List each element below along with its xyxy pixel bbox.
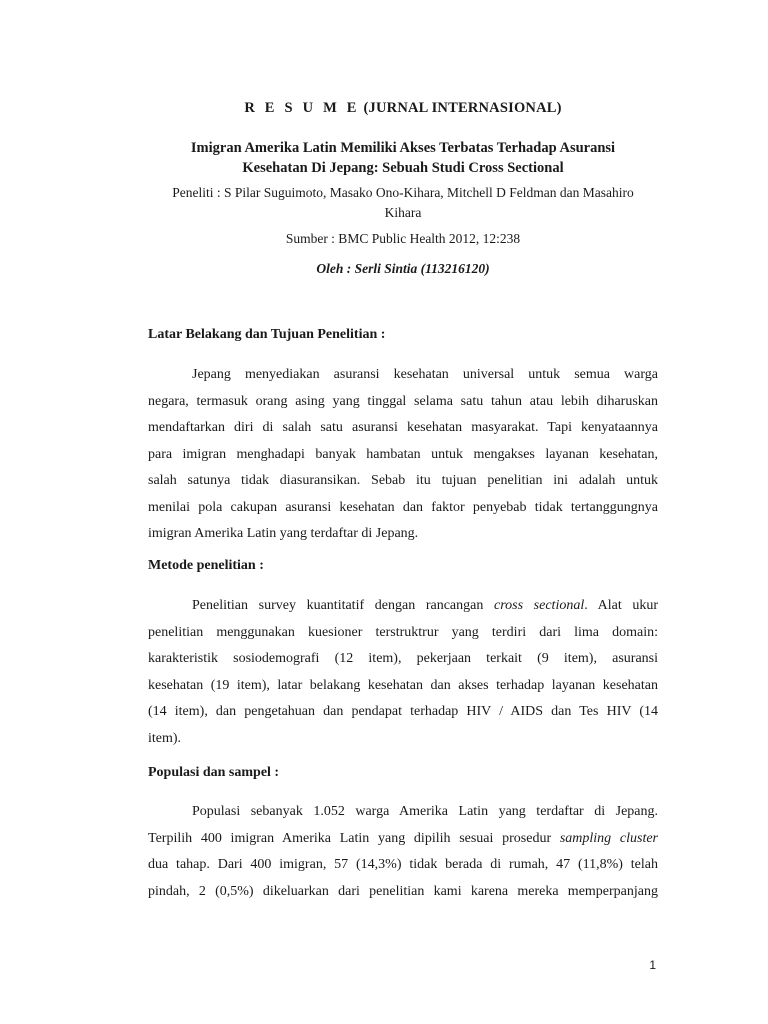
paragraph-line: (14 item), dan pengetahuan dan pendapat terhadap HIV / AIDS dan Tes HIV (14 bbox=[148, 704, 658, 719]
paragraph-line: Populasi sebanyak 1.052 warga Amerika Latin yang terdaftar di Jepang. bbox=[192, 804, 658, 819]
paragraph-line: penelitian menggunakan kuesioner terstruktrur yang terdiri dari lima domain: bbox=[148, 624, 658, 640]
population-italic-term: sampling cluster bbox=[559, 830, 659, 846]
section-heading-background: Latar Belakang dan Tujuan Penelitian : bbox=[148, 327, 386, 342]
section-heading-population: Populasi dan sampel : bbox=[148, 765, 280, 780]
researchers-line: Peneliti : S Pilar Suguimoto, Masako Ono-Kihara, Mitchell D Feldman dan Masahiro bbox=[172, 185, 634, 200]
paragraph-line: menilai pola cakupan asuransi kesehatan dan faktor penyebab tidak tertanggungnya bbox=[148, 499, 658, 515]
paragraph-line: para imigran menghadapi banyak hambatan untuk mengakses layanan kesehatan, bbox=[148, 446, 658, 462]
researchers-line: Kihara bbox=[384, 205, 422, 220]
method-italic-term: cross sectional bbox=[494, 598, 585, 613]
title-spaced: R E S U M E bbox=[244, 100, 360, 116]
author-line: Oleh : Serli Sintia (113216120) bbox=[316, 261, 490, 276]
paragraph-line: karakteristik sosiodemografi (12 item), pekerjaan terkait (9 item), asuransi bbox=[148, 651, 658, 666]
page-number: 1 bbox=[649, 958, 656, 972]
source-citation: Sumber : BMC Public Health 2012, 12:238 bbox=[285, 231, 521, 246]
document-subtitle bbox=[148, 138, 658, 178]
paragraph-line: pindah, 2 (0,5%) dikeluarkan dari penelitian kami karena mereka memperpanjang bbox=[148, 883, 658, 899]
paragraph-line: item). bbox=[148, 730, 182, 746]
paragraph-population bbox=[148, 799, 658, 905]
paragraph-line bbox=[148, 593, 658, 620]
paragraph-background bbox=[148, 362, 658, 548]
researchers bbox=[148, 183, 658, 223]
population-text: Terpilih 400 imigran Amerika Latin yang dipilih sesuai prosedur bbox=[148, 830, 560, 846]
paragraph-line: salah satunya tidak diasuransikan. Sebab itu tujuan penelitian ini adalah untuk bbox=[148, 473, 658, 488]
paragraph-line: kesehatan (19 item), latar belakang kesehatan dan akses terhadap layanan kesehatan bbox=[148, 677, 658, 693]
paragraph-line bbox=[148, 826, 658, 853]
paragraph-method bbox=[148, 593, 658, 752]
subtitle-line: Kesehatan Di Jepang: Sebuah Studi Cross Sectional bbox=[242, 160, 564, 176]
subtitle-line: Imigran Amerika Latin Memiliki Akses Terbatas Terhadap Asuransi bbox=[190, 140, 616, 156]
paragraph-line: imigran Amerika Latin yang terdaftar di Jepang. bbox=[148, 526, 419, 541]
paragraph-line: Jepang menyediakan asuransi kesehatan universal untuk semua warga bbox=[192, 367, 658, 382]
title-rest: (JURNAL INTERNASIONAL) bbox=[359, 100, 562, 116]
paragraph-line: dua tahap. Dari 400 imigran, 57 (14,3%) tidak berada di rumah, 47 (11,8%) telah bbox=[148, 857, 658, 872]
method-text: Penelitian survey kuantitatif dengan rancangan bbox=[192, 598, 494, 613]
document-title bbox=[148, 99, 658, 117]
paragraph-line: mendaftarkan diri di salah satu asuransi kesehatan masyarakat. Tapi kenyataannya bbox=[148, 420, 658, 435]
method-text: . Alat ukur bbox=[584, 598, 659, 613]
section-heading-method: Metode penelitian : bbox=[148, 558, 264, 573]
paragraph-line: negara, termasuk orang asing yang tinggal selama satu tahun atau lebih diharuskan bbox=[148, 393, 658, 409]
